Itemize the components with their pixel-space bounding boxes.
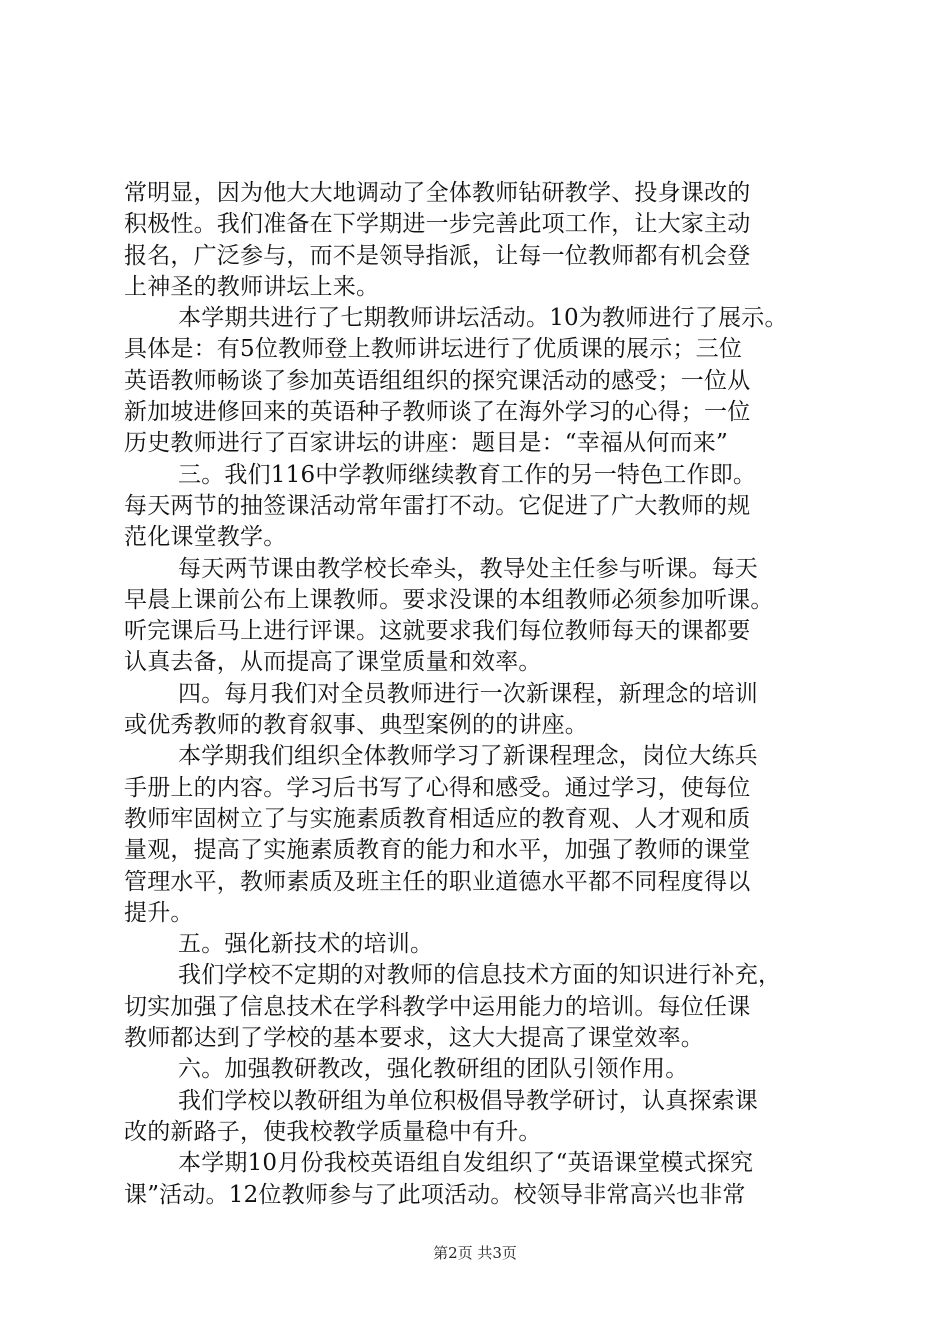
text-line: 量观，提高了实施素质教育的能力和水平，加强了教师的课堂 bbox=[124, 837, 751, 864]
text-line: 改的新路子，使我校教学质量稳中有升。 bbox=[124, 1118, 542, 1145]
text-line: 提升。 bbox=[124, 899, 194, 926]
document-body bbox=[124, 178, 836, 1211]
text-line: 积极性。我们准备在下学期进一步完善此项工作，让大家主动 bbox=[124, 211, 751, 238]
text-line: 本学期我们组织全体教师学习了新课程理念，岗位大练兵 bbox=[178, 743, 758, 770]
text-line: 三。我们116中学教师继续教育工作的另一特色工作即。 bbox=[178, 461, 757, 488]
text-line: 具体是：有5位教师登上教师讲坛进行了优质课的展示；三位 bbox=[124, 336, 743, 363]
text-line: 早晨上课前公布上课教师。要求没课的本组教师必须参加听课。 bbox=[124, 586, 774, 613]
text-line: 切实加强了信息技术在学科教学中运用能力的培训。每位任课 bbox=[124, 993, 751, 1020]
text-line: 认真去备，从而提高了课堂质量和效率。 bbox=[124, 649, 542, 676]
text-line: 或优秀教师的教育叙事、典型案例的的讲座。 bbox=[124, 712, 588, 739]
text-line: 我们学校以教研组为单位积极倡导教学研讨，认真探索课 bbox=[178, 1087, 758, 1114]
text-line: 上神圣的教师讲坛上来。 bbox=[124, 273, 380, 300]
text-line: 听完课后马上进行评课。这就要求我们每位教师每天的课都要 bbox=[124, 618, 751, 645]
text-line: 我们学校不定期的对教师的信息技术方面的知识进行补充， bbox=[178, 962, 782, 989]
text-line: 教师都达到了学校的基本要求，这大大提高了课堂效率。 bbox=[124, 1025, 704, 1052]
text-line: 四。每月我们对全员教师进行一次新课程，新理念的培训 bbox=[178, 680, 758, 707]
text-line: 历史教师进行了百家讲坛的讲座：题目是：“幸福从何而来” bbox=[124, 430, 728, 457]
text-line: 手册上的内容。学习后书写了心得和感受。通过学习，使每位 bbox=[124, 774, 751, 801]
text-line: 报名，广泛参与，而不是领导指派，让每一位教师都有机会登 bbox=[124, 242, 751, 269]
text-line: 每天两节的抽签课活动常年雷打不动。它促进了广大教师的规 bbox=[124, 492, 751, 519]
text-line: 课”活动。12位教师参与了此项活动。校领导非常高兴也非常 bbox=[124, 1181, 746, 1208]
text-line: 每天两节课由教学校长牵头，教导处主任参与听课。每天 bbox=[178, 555, 758, 582]
text-line: 新加坡进修回来的英语种子教师谈了在海外学习的心得；一位 bbox=[124, 399, 751, 426]
text-line: 常明显，因为他大大地调动了全体教师钻研教学、投身课改的 bbox=[124, 180, 751, 206]
text-line: 英语教师畅谈了参加英语组组织的探究课活动的感受；一位从 bbox=[124, 367, 751, 394]
text-line: 教师牢固树立了与实施素质教育相适应的教育观、人才观和质 bbox=[124, 805, 751, 832]
text-line: 范化课堂教学。 bbox=[124, 524, 287, 551]
page-number-footer: 第2页 共3页 bbox=[433, 1244, 517, 1262]
text-line: 六。加强教研教改，强化教研组的团队引领作用。 bbox=[178, 1056, 689, 1083]
text-line: 本学期10月份我校英语组自发组织了“英语课堂模式探究 bbox=[178, 1150, 754, 1177]
text-line: 管理水平，教师素质及班主任的职业道德水平都不同程度得以 bbox=[124, 868, 751, 895]
text-line: 本学期共进行了七期教师讲坛活动。10为教师进行了展示。 bbox=[178, 305, 788, 332]
text-line: 五。强化新技术的培训。 bbox=[178, 931, 434, 958]
